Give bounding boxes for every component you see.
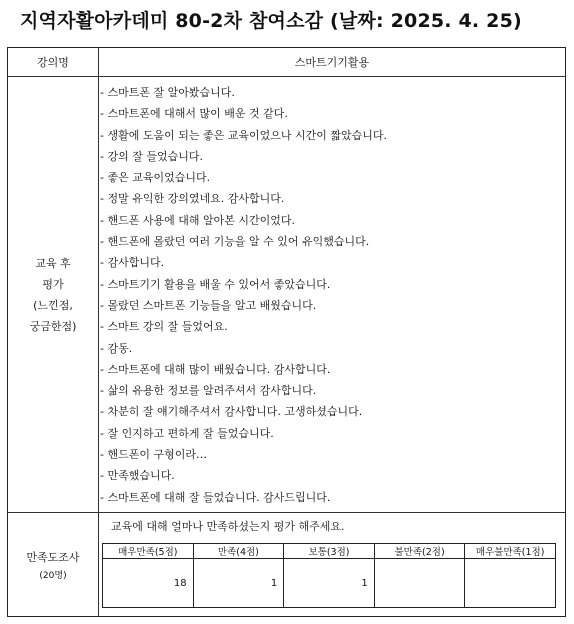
respondent-count: (20명) [39,570,67,581]
impression-item: - 몰랐던 스마트폰 기능들을 알고 배웠습니다. [100,298,317,312]
impression-item: - 차분히 잘 얘기해주셔서 감사합니다. 고생하셨습니다. [100,405,363,419]
impressions-label-line: 궁금한점) [29,319,77,333]
rating-count-satisfied: 1 [193,559,284,608]
satisfaction-rating-table [102,543,556,608]
rating-count-very-dissatisfied [465,559,556,608]
rating-header: 만족(4점) [193,544,284,559]
impression-item: - 핸드폰에 몰랐던 여러 기능을 알 수 있어 유익했습니다. [100,235,370,249]
impression-item: - 생활에 도움이 되는 좋은 교육이었으나 시간이 짧았습니다. [100,128,387,142]
impression-item: - 감사합니다. [100,256,165,270]
impression-item: - 삶의 유용한 정보를 알려주셔서 감사합니다. [100,384,317,398]
impression-item: - 스마트기기 활용을 배울 수 있어서 좋았습니다. [100,277,331,291]
rating-header: 불만족(2점) [374,544,465,559]
impressions-list [100,82,561,508]
course-name-label: 강의명 [37,56,69,69]
impression-item: - 스마트폰에 대해 잘 들었습니다. 감사드립니다. [100,490,331,504]
impression-item: - 핸드폰이 구형이라… [100,448,207,462]
rating-count-dissatisfied [374,559,465,608]
satisfaction-question: 교육에 대해 얼마나 만족하셨는지 평가 해주세요. [111,520,345,533]
impression-item: - 스마트폰에 대해 많이 배웠습니다. 감사합니다. [100,362,331,376]
impression-item: - 좋은 교육이었습니다. [100,171,211,185]
impression-item: - 스마트폰에 대해서 많이 배운 것 같다. [100,107,288,121]
impressions-label-line: 평가 [42,277,64,291]
impression-item: - 스마트폰 잘 알아봤습니다. [100,86,235,99]
impression-item: - 감동. [100,341,133,355]
column-divider [98,48,99,616]
impressions-label-line: (느낀점, [33,298,73,312]
satisfaction-label [8,513,98,618]
rating-header: 보통(3점) [284,544,375,559]
impression-item: - 핸드폰 사용에 대해 알아본 시간이었다. [100,213,295,227]
impression-item: - 스마트 강의 잘 들었어요. [100,320,228,334]
impressions-label-line: 교육 후 [35,256,71,270]
impressions-label [8,77,98,512]
survey-table [7,47,566,617]
rating-count-very-satisfied: 18 [103,559,194,608]
page-title: 지역자활아카데미 80-2차 참여소감 (날짜: 2025. 4. 25) [20,10,522,32]
rating-header: 매우불만족(1점) [465,544,556,559]
impression-item: - 강의 잘 들었습니다. [100,149,203,163]
impression-item: - 잘 인지하고 편하게 잘 들었습니다. [100,426,274,440]
impression-item: - 만족했습니다. [100,469,175,483]
impression-item: - 정말 유익한 강의였네요. 감사합니다. [100,192,285,206]
course-name-value: 스마트기기활용 [294,56,370,69]
rating-count-neutral: 1 [284,559,375,608]
satisfaction-label-title: 만족도조사 [26,550,80,564]
rating-header: 매우만족(5점) [103,544,194,559]
